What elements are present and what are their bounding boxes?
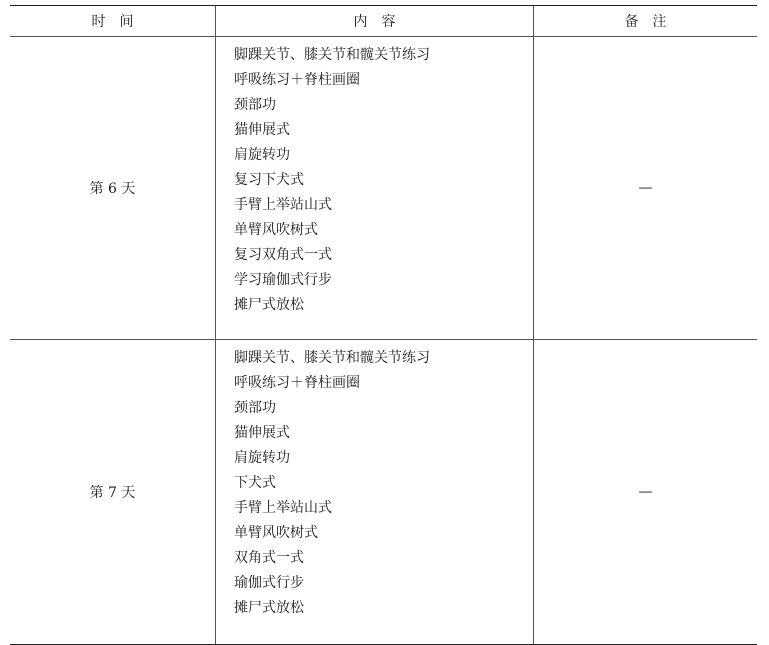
note-cell: — xyxy=(534,340,758,645)
content-list xyxy=(234,346,533,621)
content-cell xyxy=(216,340,534,645)
content-cell xyxy=(216,37,534,340)
list-item: 瑜伽式行步 xyxy=(234,575,304,591)
content-list xyxy=(234,43,533,318)
list-item: 下犬式 xyxy=(234,475,276,491)
table-row xyxy=(10,37,757,340)
time-cell: 第 6 天 xyxy=(10,37,216,340)
list-item: 猫伸展式 xyxy=(234,425,290,441)
header-time: 时 间 xyxy=(10,6,216,37)
list-item: 手臂上举站山式 xyxy=(234,197,332,213)
list-item: 呼吸练习＋脊柱画圈 xyxy=(234,72,360,88)
list-item: 双角式一式 xyxy=(234,550,304,566)
list-item: 单臂风吹树式 xyxy=(234,222,318,238)
list-item: 复习双角式一式 xyxy=(234,247,332,263)
list-item: 摊尸式放松 xyxy=(234,600,304,616)
list-item: 猫伸展式 xyxy=(234,122,290,138)
time-cell: 第 7 天 xyxy=(10,340,216,645)
list-item: 单臂风吹树式 xyxy=(234,525,318,541)
list-item: 呼吸练习＋脊柱画圈 xyxy=(234,375,360,391)
list-item: 学习瑜伽式行步 xyxy=(234,272,332,288)
list-item: 脚踝关节、膝关节和髋关节练习 xyxy=(234,47,430,63)
list-item: 颈部功 xyxy=(234,400,276,416)
list-item: 摊尸式放松 xyxy=(234,297,304,313)
header-note: 备 注 xyxy=(534,6,758,37)
list-item: 手臂上举站山式 xyxy=(234,500,332,516)
list-item: 颈部功 xyxy=(234,97,276,113)
list-item: 肩旋转功 xyxy=(234,147,290,163)
note-cell: — xyxy=(534,37,758,340)
schedule-table xyxy=(10,5,757,645)
header-content: 内 容 xyxy=(216,6,534,37)
list-item: 脚踝关节、膝关节和髋关节练习 xyxy=(234,350,430,366)
header-row xyxy=(10,6,757,37)
list-item: 复习下犬式 xyxy=(234,172,304,188)
list-item: 肩旋转功 xyxy=(234,450,290,466)
table-row xyxy=(10,340,757,645)
